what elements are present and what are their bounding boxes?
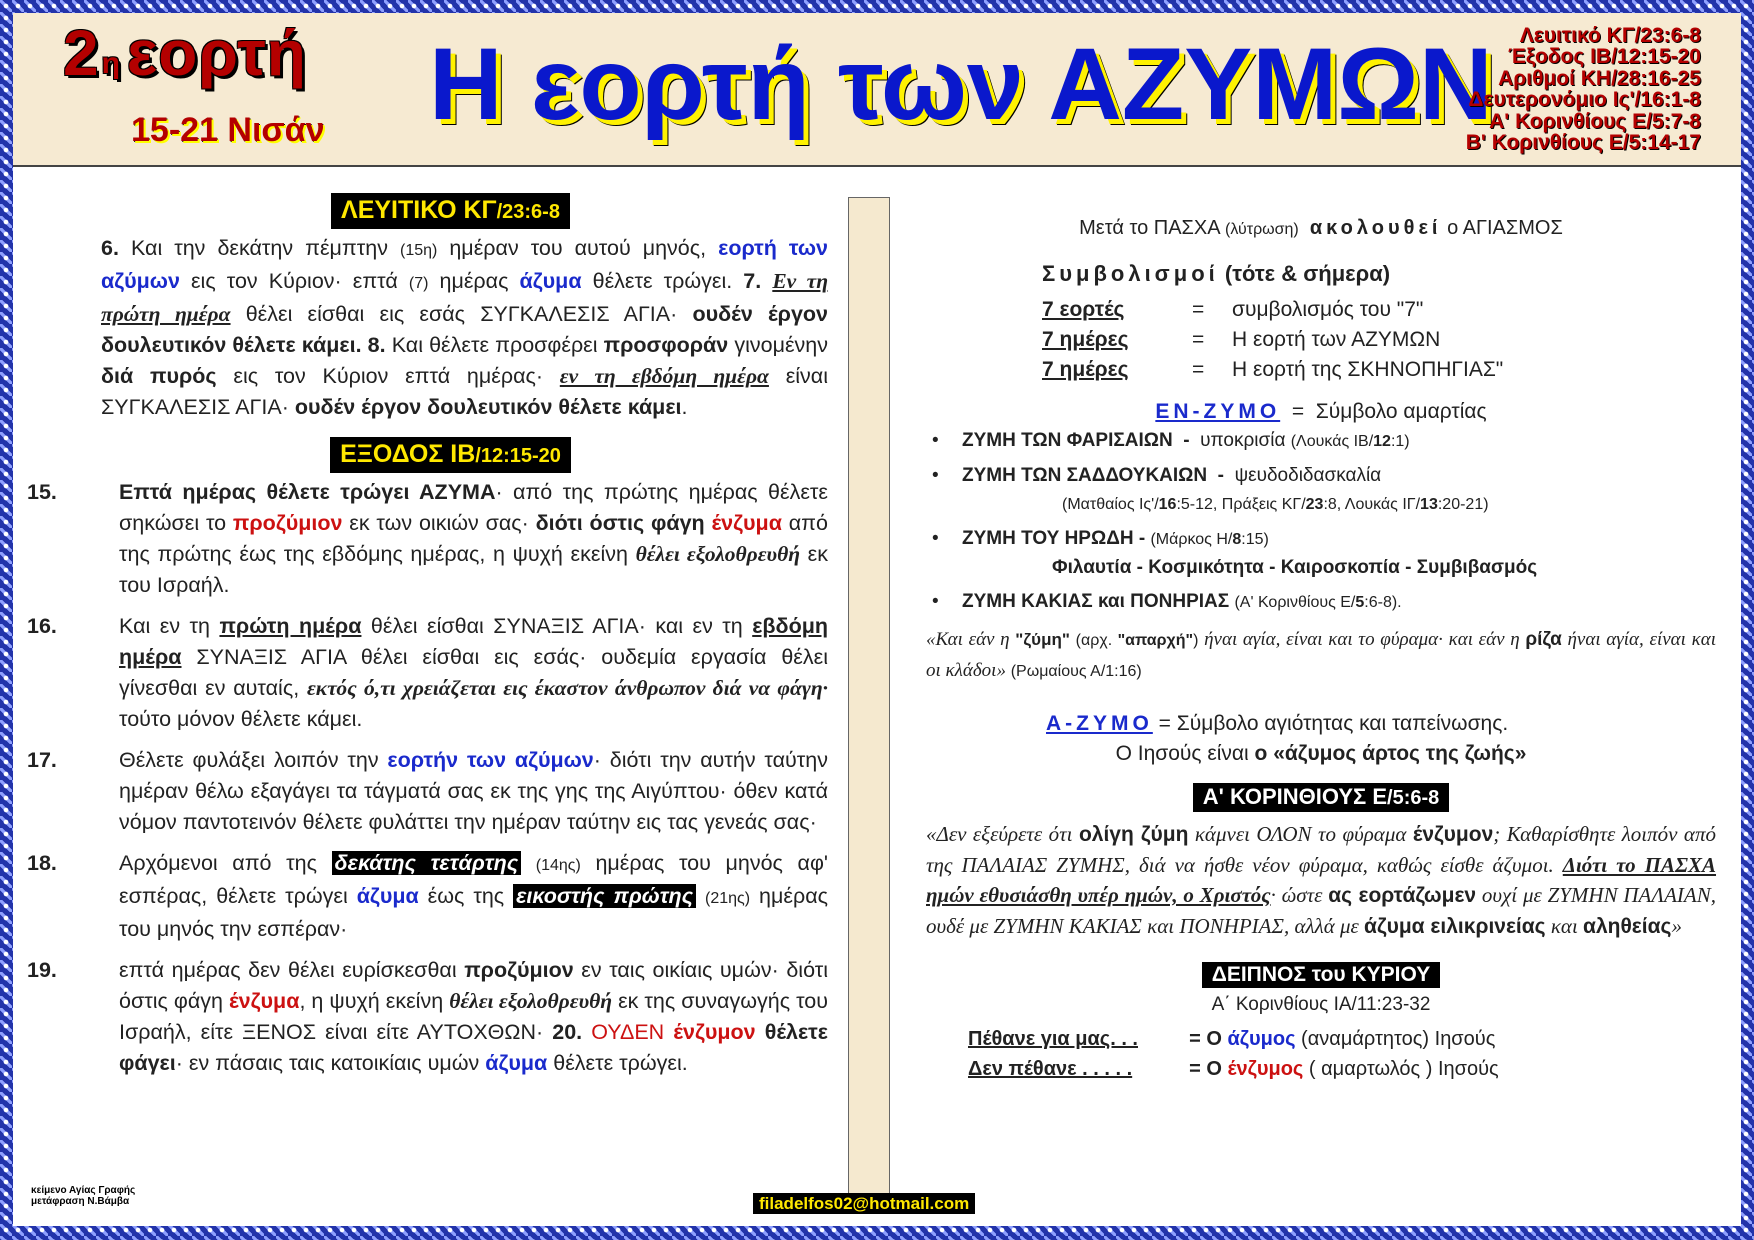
equation-row: 7 ημέρες = Η εορτή των ΑΖΥΜΩΝ xyxy=(1042,328,1441,351)
jesus-line: Ο Ιησούς είναι ο «άζυμος άρτος της ζωής» xyxy=(1115,742,1527,765)
email-link[interactable]: filadelfos02@hotmail.com xyxy=(753,1193,975,1214)
azymo-line: Α-ΖΥΜΟ = Σύμβολο αγιότητας και ταπείνωσης. xyxy=(1046,712,1509,735)
page-title: Η εορτή των ΑΖΥΜΩΝ xyxy=(429,27,1493,141)
died-line: Πέθανε για μας. . . = Ο άζυμος (αναμάρτητος) Ιησούς xyxy=(968,1028,1496,1050)
verse-16: 16. Και εν τη πρώτη ημέρα θέλει είσθαι ΣΥΝΑΞΙΣ ΑΓΙΑ· και εν τη εβδόμη ημέρα ΣΥΝΑΞΙΣ ΑΓΙΑ θέλει είσθαι εις εσάς· ουδεμία εργασία θέλει γίνεσθαι εν αυταίς, εκτός ό,τι χρειάζεται εις έκαστον άνθρωπον διά να φάγη· τούτο μόνον θέλετε κάμει. xyxy=(27,614,828,731)
died-lines xyxy=(968,1024,1716,1084)
lords-supper-heading: ΔΕΙΠΝΟΣ του ΚΥΡΙΟΥ xyxy=(1202,962,1440,988)
equation-row: 7 ημέρες = Η εορτή της ΣΚΗΝΟΠΗΓΙΑΣ" xyxy=(1042,358,1504,381)
romans-quote: «Και εάν η "ζύμη" (αρχ. "απαρχή") ήναι αγία, είναι και το φύραμα· και εάν η ρίζα ήναι αγία, είναι και οι κλάδοι» (Ρωμαίους Α/1:16) xyxy=(926,629,1716,681)
reference: Έξοδος ΙΒ/12:15-20 xyxy=(1507,45,1701,69)
feast-number: 2ηεορτή xyxy=(63,17,307,89)
column-divider xyxy=(848,197,890,1205)
reference: Αριθμοί ΚΗ/28:16-25 xyxy=(1498,66,1701,90)
verse-19-20: 19. επτά ημέρας δεν θέλει ευρίσκεσθαι προζύμιον εν ταις οικίαις υμών· διότι όστις φάγη ένζυμα, η ψυχή εκείνη θέλει εξολοθρευθή εκ της συναγωγής του Ισραήλ, είτε ΞΕΝΟΣ είναι είτε ΑΥΤΟΧΘΩΝ· 20. ΟΥΔΕΝ ένζυμον θέλετε φάγει· εν πάσαις ταις κατοικίαις υμών άζυμα θέλετε τρώγει. xyxy=(27,958,829,1075)
list-item: • ΖΥΜΗ ΤΩΝ ΦΑΡΙΣΑΙΩΝ - υποκρισία (Λουκάς ΙΒ/12:1) xyxy=(926,427,1716,456)
corinthians-quote: «Δεν εξεύρετε ότι ολίγη ζύμη κάμνει ΟΛΟΝ το φύραμα ένζυμον; Καθαρίσθητε λοιπόν από της ΠΑΛΑΙΑΣ ΖΥΜΗΣ, διά να ήσθε νέον φύραμα, καθώς είσθε άζυμοι. Διότι το ΠΑΣΧΑ ημών εθυσιάσθη υπέρ ημών, ο Χριστός· ώστε ας εορτάζωμεν ουχί με ΖΥΜΗΝ ΠΑΛΑΙΑΝ, ουδέ με ΖΥΜΗΝ ΚΑΚΙΑΣ και ΠΟΝΗΡΙΑΣ, αλλά με άζυμα ειλικρινείας και αληθείας» xyxy=(926,822,1717,938)
equation-row: 7 εορτές = συμβολισμός του "7" xyxy=(1042,298,1424,321)
leviticus-heading: ΛΕΥΙΤΙΚΟ ΚΓ/23:6-8 xyxy=(331,193,570,229)
verse-17: 17. Θέλετε φυλάξει λοιπόν την εορτήν των αζύμων· διότι την αυτήν ταύτην ημέραν θέλω εξαγάγει τα τάγματά σας εκ της γης της Αιγύπτου· όθεν κατά νόμον παντοτεινόν θέλετε φυλάττει την ημέραν ταύτην εις τας γενεάς σας· xyxy=(27,748,829,834)
reference: Δευτερονόμιο Ις'/16:1-8 xyxy=(1468,88,1701,112)
reference: Α' Κορινθίους Ε/5:7-8 xyxy=(1489,109,1701,133)
verse-18: 18. Αρχόμενοι από της δεκάτης τετάρτης (14ης) ημέρας του μηνός αφ' εσπέρας, θέλετε τρώγει άζυμα έως της εικοστής πρώτης (21ης) ημέρας του μηνός την εσπέραν· xyxy=(27,851,828,941)
symbolism-heading: Συμβολισμοί (τότε & σήμερα) xyxy=(1042,261,1391,286)
corinthians-heading: Α' ΚΟΡΙΝΘΙΟΥΣ Ε/5:6-8 xyxy=(1193,783,1450,812)
lords-supper-ref: Α΄ Κορινθίους ΙΑ/11:23-32 xyxy=(1211,994,1431,1015)
exodus-heading: ΕΞΟΔΟΣ ΙΒ/12:15-20 xyxy=(330,437,571,473)
list-item: • ΖΥΜΗ ΚΑΚΙΑΣ και ΠΟΝΗΡΙΑΣ (Α' Κορινθίους Ε/5:6-8). xyxy=(926,588,1716,617)
died-line: Δεν πέθανε . . . . . = Ο ένζυμος ( αμαρτωλός ) Ιησούς xyxy=(968,1058,1499,1080)
page xyxy=(13,13,1741,1226)
reference: Β' Κορινθίους Ε/5:14-17 xyxy=(1465,131,1701,155)
translation-credit: κείμενο Αγίας Γραφής μετάφραση Ν.Βάμβα xyxy=(31,1185,136,1207)
leviticus-text: 6. Και την δεκάτην πέμπτην (15η) ημέραν του αυτού μηνός, εορτή των αζύμων εις τον Κύριον· επτά (7) ημέρας άζυμα θέλετε τρώγει. 7. Εν τη πρώτη ημέρα θέλει είσθαι εις εσάς ΣΥΓΚΑΛΕΣΙΣ ΑΓΙΑ· ουδέν έργον δουλευτικόν θέλετε κάμει. 8. Και θέλετε προσφέρει προσφοράν γινομένην διά πυρός εις τον Κύριον επτά ημέρας· εν τη εβδόμη ημέρα είναι ΣΥΓΚΑΛΕΣΙΣ ΑΓΙΑ· ουδέν έργον δουλευτικόν θέλετε κάμει. xyxy=(101,236,829,419)
right-column xyxy=(926,213,1716,1084)
left-column xyxy=(27,193,829,1089)
list-item: • ΖΥΜΗ ΤΟΥ ΗΡΩΔΗ - (Μάρκος Η/8:15) Φιλαυτία - Κοσμικότητα - Καιροσκοπία - Συμβιβασμός xyxy=(926,525,1716,582)
reference: Λευιτικό ΚΓ/23:6-8 xyxy=(1519,24,1701,47)
feast-dates: 15-21 Νισάν xyxy=(131,111,325,149)
enzymo-line: ΕΝ-ΖΥΜΟ = Σύμβολο αμαρτίας xyxy=(1155,400,1487,423)
list-item: • ΖΥΜΗ ΤΩΝ ΣΑΔΔΟΥΚΑΙΩΝ - ψευδοδιδασκαλία (Ματθαίος Ις'/16:5-12, Πράξεις ΚΓ/23:8, Λουκάς ΙΓ/13:20-21) xyxy=(926,462,1716,519)
intro-line: Μετά το ΠΑΣΧΑ (λύτρωση) ακολουθεί ο ΑΓΙΑΣΜΟΣ xyxy=(1079,217,1563,239)
verse-15: 15. Επτά ημέρας θέλετε τρώγει ΑΖΥΜΑ· από της πρώτης ημέρας θέλετε σηκώσει το προζύμιον εκ των οικιών σας· διότι όστις φάγη ένζυμα από της πρώτης έως της εβδόμης ημέρας, η ψυχή εκείνη θέλει εξολοθρευθή εκ του Ισραήλ. xyxy=(27,480,829,597)
symbolism-list xyxy=(1042,295,1716,385)
scripture-references xyxy=(1381,25,1701,153)
header xyxy=(13,13,1741,167)
leaven-list xyxy=(926,427,1716,617)
